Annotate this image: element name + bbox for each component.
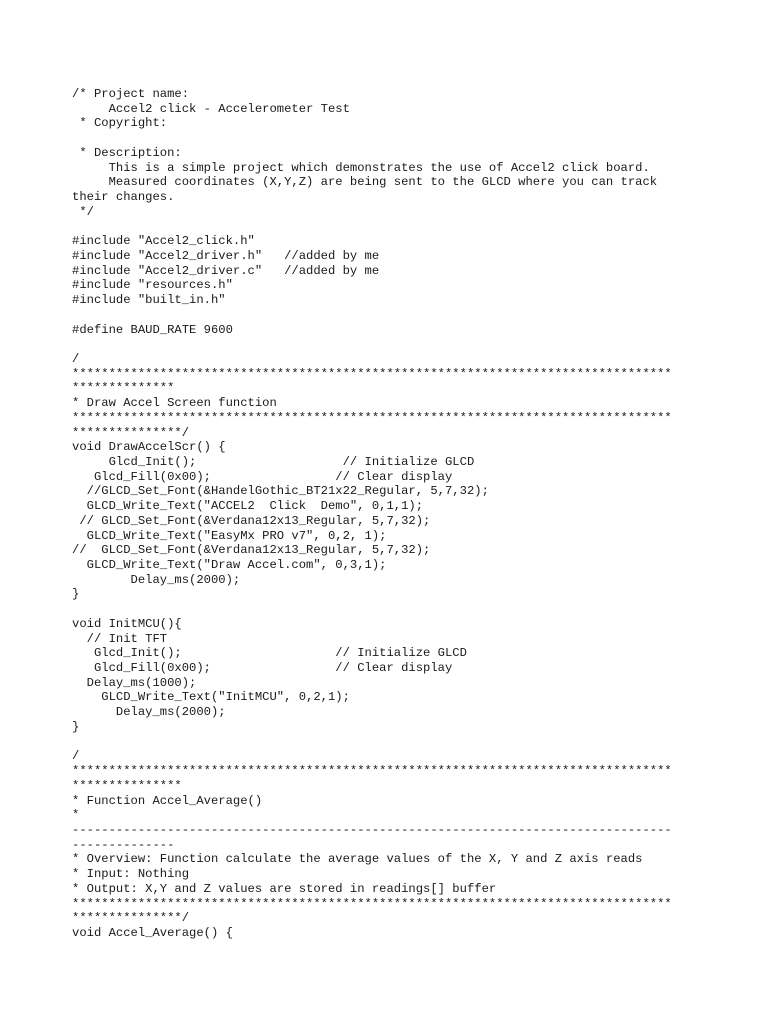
- code-line: /* Project name:: [72, 87, 190, 101]
- code-line: */: [72, 204, 94, 219]
- code-line: void Accel_Average() {: [72, 925, 233, 940]
- code-line: #include "resources.h": [72, 278, 233, 293]
- code-line: GLCD_Write_Text("InitMCU", 0,2,1);: [72, 690, 350, 705]
- code-line: **********************************************************************************: [72, 764, 672, 779]
- code-line: Glcd_Init(); // Initialize GLCD: [72, 646, 467, 661]
- code-line: #include "Accel2_driver.c" //added by me: [72, 263, 380, 278]
- code-line: // GLCD_Set_Font(&Verdana12x13_Regular, 5,7,32);: [72, 543, 431, 558]
- code-line: * Description:: [72, 145, 182, 160]
- code-line: [72, 735, 732, 750]
- code-line: Measured coordinates (X,Y,Z) are being sent to the GLCD where you can track: [72, 175, 658, 190]
- code-line: * Input: Nothing: [72, 867, 190, 882]
- code-line: [72, 308, 732, 323]
- code-line: * Draw Accel Screen function: [72, 396, 277, 411]
- code-line: * Function Accel_Average(): [72, 793, 263, 808]
- code-line: Delay_ms(1000);: [72, 675, 197, 690]
- code-line: ***************/: [72, 425, 190, 440]
- code-line: --------------: [72, 837, 175, 852]
- code-document: [72, 87, 732, 941]
- code-line: #include "Accel2_driver.h" //added by me: [72, 248, 380, 263]
- code-line: Glcd_Init(); // Initialize GLCD: [72, 454, 475, 469]
- code-line: **********************************************************************************: [72, 366, 672, 381]
- code-line: **********************************************************************************: [72, 410, 672, 425]
- code-line: #define BAUD_RATE 9600: [72, 322, 233, 337]
- code-line: Glcd_Fill(0x00); // Clear display: [72, 469, 453, 484]
- code-line: * Copyright:: [72, 116, 168, 131]
- code-line: ***************: [72, 778, 182, 793]
- code-line: This is a simple project which demonstrates the use of Accel2 click board.: [72, 160, 650, 175]
- code-line: **********************************************************************************: [72, 896, 672, 911]
- code-line: GLCD_Write_Text("ACCEL2 Click Demo", 0,1,1);: [72, 499, 424, 514]
- code-line: //GLCD_Set_Font(&HandelGothic_BT21x22_Regular, 5,7,32);: [72, 484, 489, 499]
- code-line: Accel2 click - Accelerometer Test: [72, 101, 350, 116]
- code-line: #include "built_in.h": [72, 293, 226, 308]
- code-line: * Output: X,Y and Z values are stored in readings[] buffer: [72, 881, 497, 896]
- code-line: [72, 131, 732, 146]
- code-line: their changes.: [72, 190, 175, 205]
- code-line: /: [72, 749, 80, 764]
- code-line: [72, 219, 732, 234]
- code-line: void InitMCU(){: [72, 616, 182, 631]
- code-line: }: [72, 719, 80, 734]
- code-line: ----------------------------------------------------------------------------------: [72, 822, 672, 837]
- code-line: [72, 337, 732, 352]
- code-line: **************: [72, 381, 175, 396]
- code-line: Delay_ms(2000);: [72, 705, 226, 720]
- code-line: ***************/: [72, 911, 190, 926]
- code-line: }: [72, 587, 80, 602]
- code-line: GLCD_Write_Text("EasyMx PRO v7", 0,2, 1);: [72, 528, 387, 543]
- code-line: #include "Accel2_click.h": [72, 234, 255, 249]
- code-line: // GLCD_Set_Font(&Verdana12x13_Regular, 5,7,32);: [72, 513, 431, 528]
- code-line: // Init TFT: [72, 631, 168, 646]
- code-line: Delay_ms(2000);: [72, 572, 241, 587]
- code-line: *: [72, 808, 80, 823]
- code-line: GLCD_Write_Text("Draw Accel.com", 0,3,1);: [72, 558, 387, 572]
- code-line: Glcd_Fill(0x00); // Clear display: [72, 661, 453, 676]
- code-line: [72, 602, 732, 617]
- code-line: /: [72, 351, 80, 366]
- code-line: * Overview: Function calculate the average values of the X, Y and Z axis reads: [72, 852, 643, 867]
- code-line: void DrawAccelScr() {: [72, 440, 226, 455]
